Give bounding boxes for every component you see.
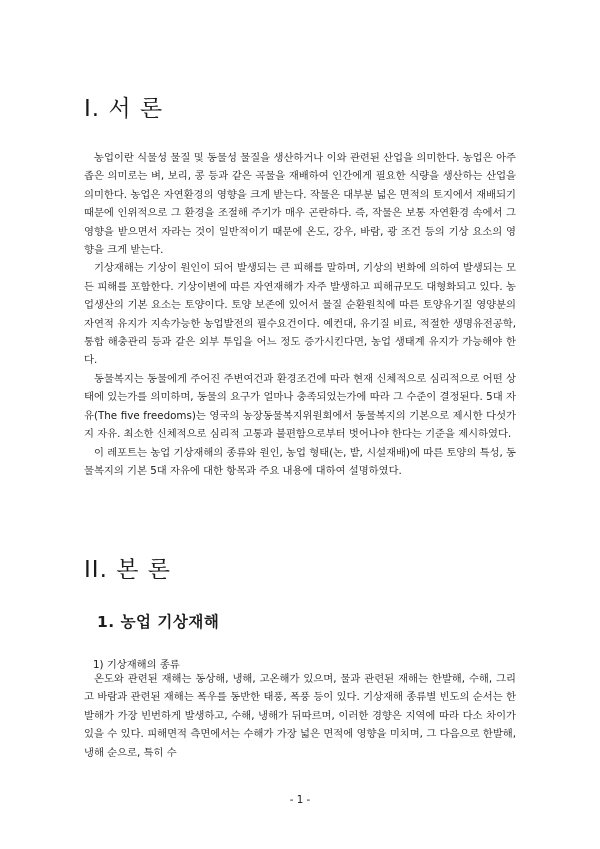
subsection-title: 1. 농업 기상재해 [97,613,220,631]
body-text [84,670,516,762]
intro-paragraph-3: 동물복지는 동물에게 주어진 주변여건과 환경조건에 따라 현재 신체적으로 심리적으로 어떤 상태에 있는가를 의미하며, 동물의 요구가 얼마나 충족되었는가에 따라 그 수준이 결정된다. 5대 자유(The five freedoms)는 영국의 농장동물복지위원회에서 동물복지의 기본으로 제시한 다섯가지 자유. 최소한 신체적으로 심리적 고통과 불편함으로부터 벗어나야 한다는 기준을 제시하였다. [84,372,516,441]
intro-paragraph-4: 이 레포트는 농업 기상재해의 종류와 원인, 농업 형태(논, 밭, 시설재배)에 따른 토양의 특성, 동물복지의 기본 5대 자유에 대한 항목과 주요 내용에 대하여 설명하였다. [84,446,516,477]
page-number: - 1 - [289,794,311,806]
intro-paragraph-1: 농업이란 식물성 물질 및 동물성 물질을 생산하거나 이와 관련된 산업을 의미한다. 농업은 아주 좁은 의미로는 벼, 보리, 콩 등과 같은 곡물을 재배하여 인간에게 필요한 식량을 생산하는 산업을 의미한다. 농업은 자연환경의 영향을 크게 받는다. 작물은 대부분 넓은 면적의 토지에서 재배되기 때문에 인위적으로 그 환경을 조절해 주기가 매우 곤란하다. 즉, 작물은 보통 자연환경 속에서 그 영향을 받으면서 자라는 것이 일반적이기 때문에 온도, 강우, 바람, 광 조건 등의 기상 요소의 영향을 크게 받는다. [84,152,516,257]
intro-paragraph-2: 기상재해는 기상이 원인이 되어 발생되는 큰 피해를 말하며, 기상의 변화에 의하여 발생되는 모든 피해를 포함한다. 기상이변에 따른 자연재해가 자주 발생하고 피해규모도 대형화되고 있다. 농업생산의 기본 요소는 토양이다. 토양 보존에 있어서 물질 순환원칙에 따른 토양유기질 영양분의 자연적 유지가 지속가능한 농업발전의 필수요건이다. 예컨대, 유기질 비료, 적절한 생명유전공학, 통합 해충관리 등과 같은 외부 투입을 어느 정도 증가시킨다면, 농업 생태계 유지가 가능해야 한다. [84,262,516,367]
intro-body [84,149,516,480]
intro-heading: I. 서 론 [84,96,164,122]
body-paragraph-1: 온도와 관련된 재해는 동상해, 냉해, 고온해가 있으며, 물과 관련된 재해는 한발해, 수해, 그리고 바람과 관련된 재해는 폭우를 동반한 태풍, 폭풍 등이 있다. 기상재해 종류별 빈도의 순서는 한발해가 가장 빈번하게 발생하고, 수해, 냉해가 뒤따르며, 이러한 경향은 지역에 따라 다소 차이가 있을 수 있다. 피해면적 측면에서는 수해가 가장 넓은 면적에 영향을 미치며, 그 다음으로 한발해, 냉해 순으로, 특히 수 [84,673,516,759]
sub-heading: 1) 기상재해의 종류 [93,659,180,671]
body-heading: II. 본 론 [84,557,171,583]
